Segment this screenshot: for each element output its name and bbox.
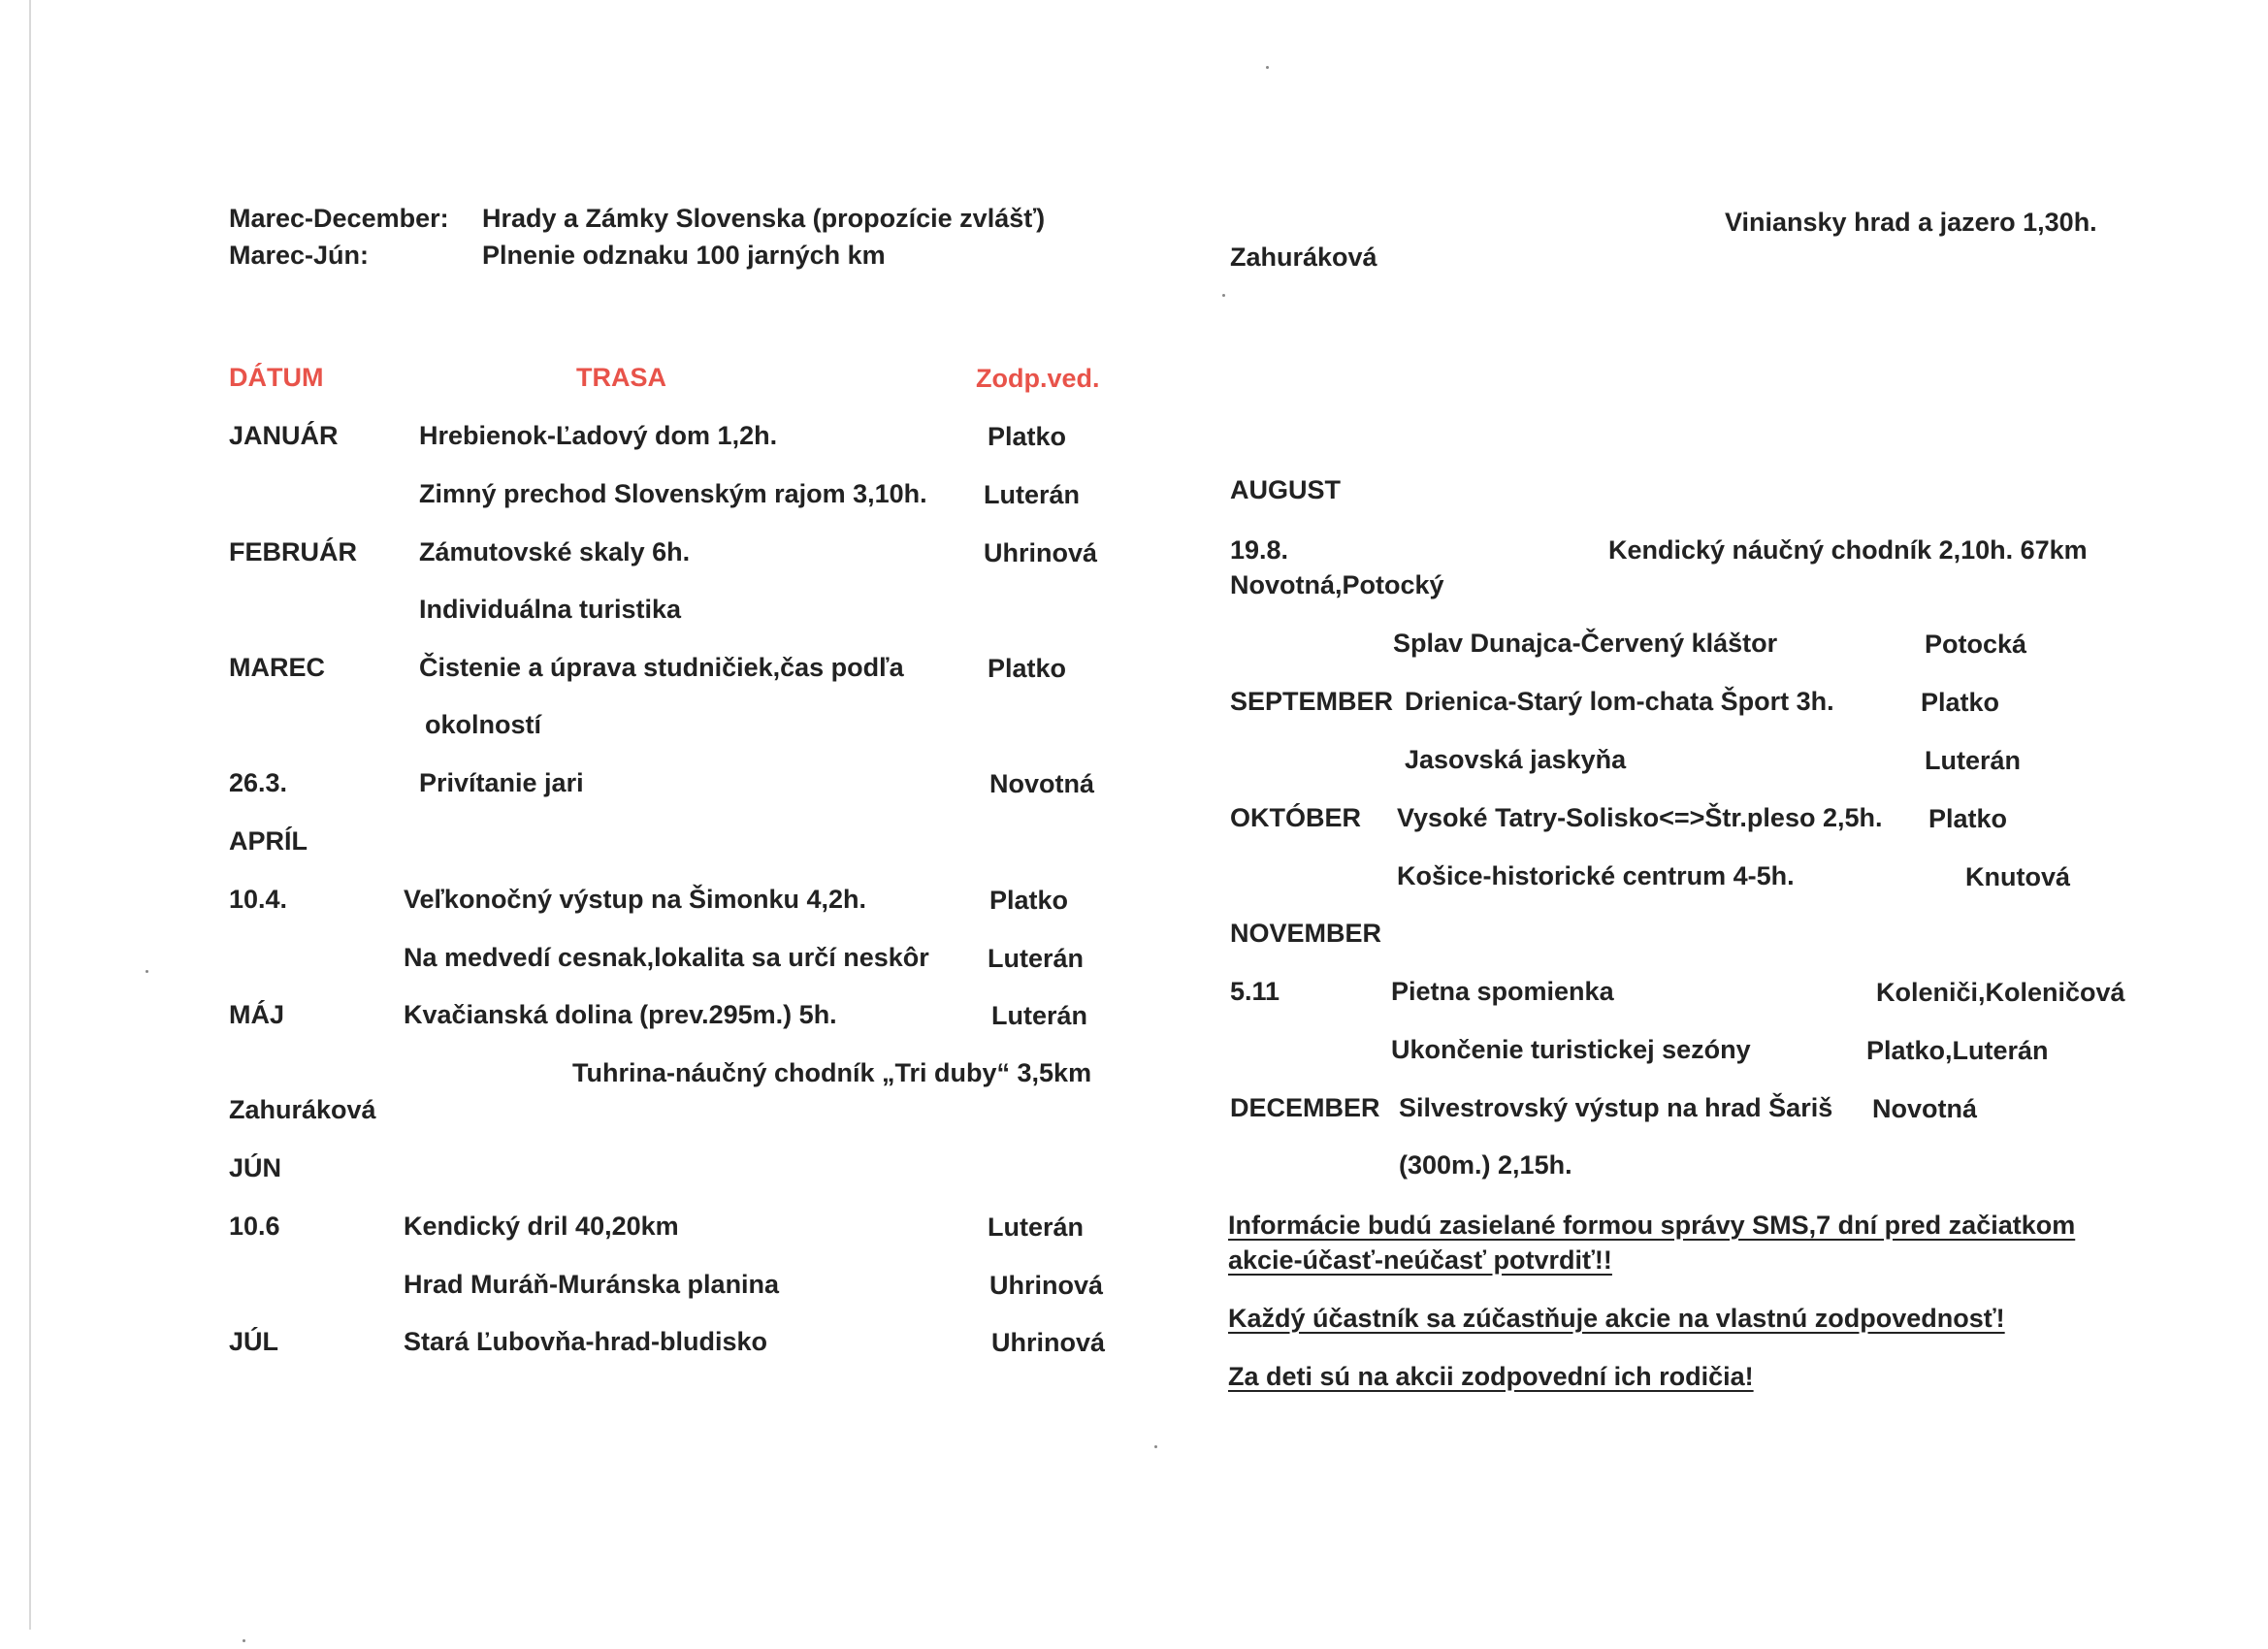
date-10-6: 10.6: [229, 1212, 280, 1241]
scan-speck: [1266, 66, 1269, 69]
column-heading-leader: Zodp.ved.: [976, 364, 1100, 393]
note-sms-info-cont: akcie-účasť-neúčasť potvrdiť!!: [1228, 1245, 1612, 1275]
leader-platko: Platko: [1921, 688, 2000, 717]
route-jasovska: Jasovská jaskyňa: [1405, 745, 1627, 774]
leader-platko: Platko: [1928, 804, 2008, 833]
date-5-11: 5.11: [1230, 977, 1280, 1006]
route-kosice: Košice-historické centrum 4-5h.: [1397, 861, 1795, 890]
month-februar: FEBRUÁR: [229, 537, 357, 566]
leader-luteran: Luterán: [1925, 746, 2022, 775]
scan-speck: [146, 970, 148, 973]
route-drienica: Drienica-Starý lom-chata Šport 3h.: [1405, 687, 1834, 716]
month-jul: JÚL: [229, 1327, 279, 1356]
route-individualna: Individuálna turistika: [419, 595, 682, 624]
leader-platko: Platko: [988, 654, 1067, 683]
month-november: NOVEMBER: [1230, 919, 1382, 948]
route-silvestrovsky: Silvestrovský výstup na hrad Šariš: [1399, 1093, 1833, 1122]
scan-speck: [1154, 1445, 1157, 1448]
leader-zahurakova: Zahuráková: [229, 1095, 376, 1124]
route-stara-lubovna: Stará Ľubovňa-hrad-bludisko: [404, 1327, 768, 1356]
date-26-3: 26.3.: [229, 768, 288, 797]
header-label-marec-jun: Marec-Jún:: [229, 241, 370, 270]
leader-knutova: Knutová: [1965, 862, 2070, 891]
header-label-marec-december: Marec-December:: [229, 204, 449, 233]
route-privitanie: Privítanie jari: [419, 768, 584, 797]
month-jun: JÚN: [229, 1153, 282, 1182]
route-hrad-muran: Hrad Muráň-Muránska planina: [404, 1270, 780, 1299]
header-text-odznak: Plnenie odznaku 100 jarných km: [482, 241, 886, 270]
leader-uhrinova: Uhrinová: [989, 1271, 1104, 1300]
month-maj: MÁJ: [229, 1000, 285, 1029]
leader-novotna: Novotná: [1872, 1094, 1977, 1123]
leader-luteran: Luterán: [984, 480, 1081, 509]
month-oktober: OKTÓBER: [1230, 803, 1361, 832]
column-heading-route: TRASA: [576, 363, 666, 392]
month-december: DECEMBER: [1230, 1093, 1380, 1122]
leader-potocka: Potocká: [1925, 630, 2027, 659]
route-simonka: Veľkonočný výstup na Šimonku 4,2h.: [404, 885, 867, 914]
route-tuhrina: Tuhrina-náučný chodník „Tri duby“ 3,5km: [572, 1058, 1092, 1087]
month-august: AUGUST: [1230, 475, 1341, 504]
route-silvestrovsky-cont: (300m.) 2,15h.: [1399, 1150, 1572, 1180]
route-medvedi-cesnak: Na medvedí cesnak,lokalita sa určí neskôr: [404, 943, 929, 972]
date-19-8: 19.8.: [1230, 535, 1289, 565]
column-heading-date: DÁTUM: [229, 363, 324, 392]
month-marec: MAREC: [229, 653, 325, 682]
header-text-hrady: Hrady a Zámky Slovenska (propozície zvlášť): [482, 204, 1046, 233]
route-cistenie-cont: okolností: [425, 710, 541, 739]
month-januar: JANUÁR: [229, 421, 339, 450]
leader-novotna-potocky: Novotná,Potocký: [1230, 570, 1444, 599]
route-viniansky-hrad: Viniansky hrad a jazero 1,30h.: [1725, 208, 2097, 237]
leader-platko: Platko: [989, 886, 1069, 915]
route-kendicky-chodnik: Kendický náučný chodník 2,10h. 67km: [1608, 535, 2088, 565]
note-parents-responsible: Za deti sú na akcii zodpovední ich rodičia!: [1228, 1362, 1754, 1391]
leader-platko: Platko: [988, 422, 1067, 451]
scan-speck: [243, 1639, 245, 1642]
scan-speck: [1222, 294, 1225, 297]
route-hrebienok: Hrebienok-Ľadový dom 1,2h.: [419, 421, 778, 450]
route-ukoncenie-sezony: Ukončenie turistickej sezóny: [1391, 1035, 1751, 1064]
leader-luteran: Luterán: [991, 1001, 1088, 1030]
route-cistenie: Čistenie a úprava studničiek,čas podľa: [419, 653, 904, 682]
route-splav-dunajca: Splav Dunajca-Červený kláštor: [1393, 629, 1778, 658]
route-zamutovske-skaly: Zámutovské skaly 6h.: [419, 537, 691, 566]
route-kendicky-dril: Kendický dril 40,20km: [404, 1212, 679, 1241]
month-september: SEPTEMBER: [1230, 687, 1394, 716]
note-sms-info: Informácie budú zasielané formou správy SMS,7 dní pred začiatkom: [1228, 1211, 2076, 1240]
date-10-4: 10.4.: [229, 885, 288, 914]
month-april: APRÍL: [229, 826, 308, 856]
leader-uhrinova: Uhrinová: [991, 1328, 1106, 1357]
leader-luteran: Luterán: [988, 944, 1085, 973]
route-kvacianska: Kvačianská dolina (prev.295m.) 5h.: [404, 1000, 837, 1029]
scan-edge-line: [29, 0, 31, 1630]
leader-luteran: Luterán: [988, 1212, 1085, 1242]
leader-zahurakova: Zahuráková: [1230, 242, 1377, 272]
route-zimny-prechod: Zimný prechod Slovenským rajom 3,10h.: [419, 479, 927, 508]
route-vysoke-tatry: Vysoké Tatry-Solisko<=>Štr.pleso 2,5h.: [1397, 803, 1883, 832]
leader-kolenici: Koleniči,Koleničová: [1876, 978, 2125, 1007]
route-pietna-spomienka: Pietna spomienka: [1391, 977, 1614, 1006]
leader-novotna: Novotná: [989, 769, 1094, 798]
leader-platko-luteran: Platko,Luterán: [1866, 1036, 2049, 1065]
note-own-responsibility: Každý účastník sa zúčastňuje akcie na vlastnú zodpovednosť!: [1228, 1304, 2005, 1333]
leader-uhrinova: Uhrinová: [984, 538, 1098, 567]
